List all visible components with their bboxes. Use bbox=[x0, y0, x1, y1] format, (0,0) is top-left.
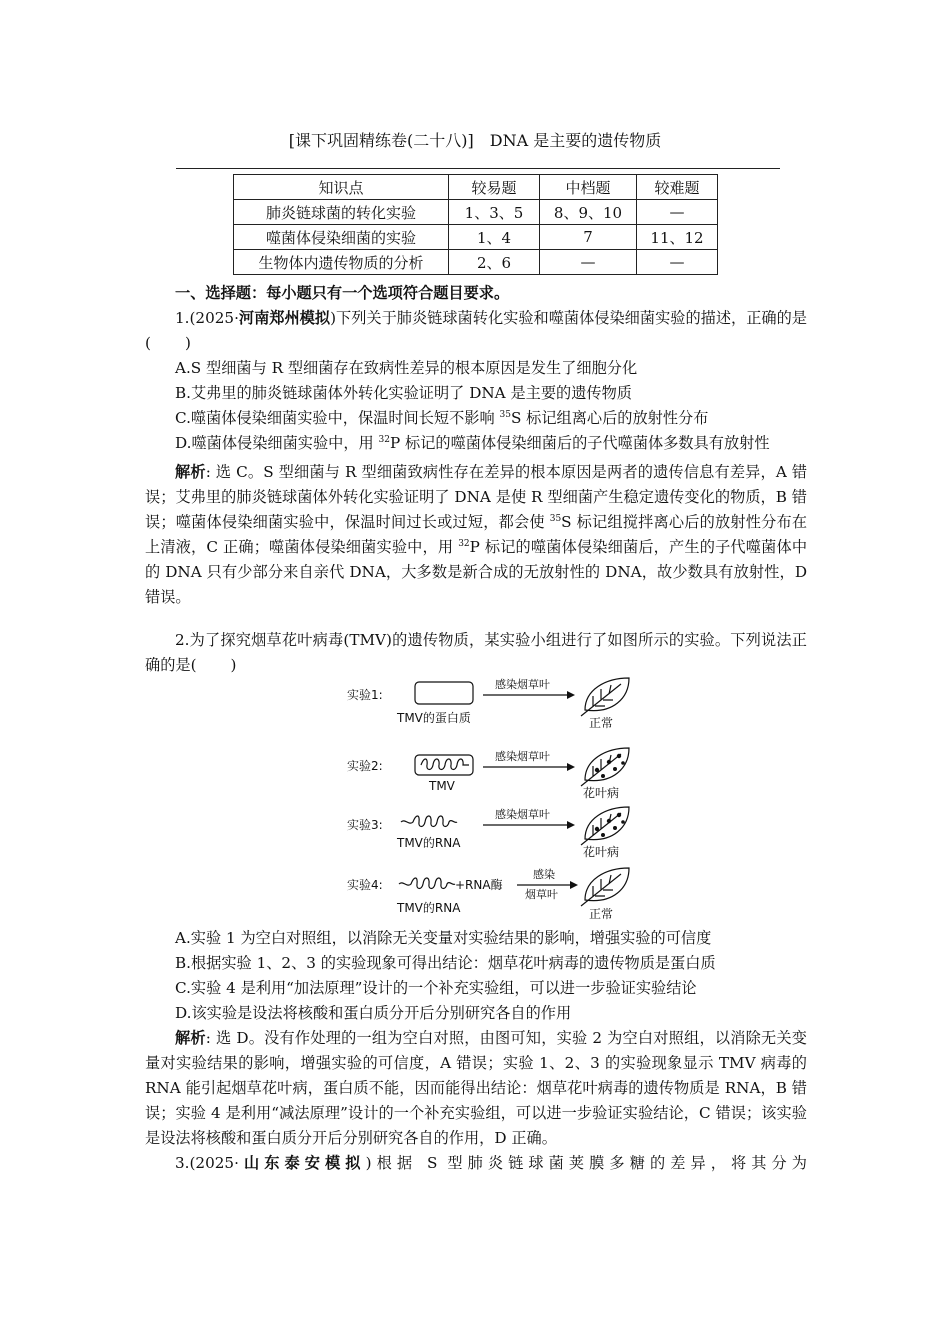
exp1-material: TMV的蛋白质 bbox=[397, 711, 471, 725]
table-cell: 1、3、5 bbox=[449, 200, 540, 225]
q1-analysis-text: : 选 C。S 型细菌与 R 型细菌致病性存在差异的根本原因是两者的遗传信息有差异，A 错误；艾弗里的肺炎链球菌体外转化实验证明了 DNA 是使 R 型细菌产生稳定遗传变化的物质，B 错误；噬菌体侵染细菌实验中，保温时间过长或过短，都会使 bbox=[145, 463, 808, 531]
question-3-stem bbox=[145, 1151, 807, 1176]
table-cell: 11、12 bbox=[637, 225, 718, 250]
q3-source: 山东泰安模拟 bbox=[238, 1154, 366, 1172]
table-cell: — bbox=[540, 250, 637, 275]
table-cell: — bbox=[637, 200, 718, 225]
table-cell: 1、4 bbox=[449, 225, 540, 250]
table-header-row bbox=[234, 175, 718, 200]
q1-option-c-sup: 35 bbox=[499, 409, 511, 420]
q1-option-d-text: D.噬菌体侵染细菌实验中，用 bbox=[175, 434, 379, 452]
question-2-stem-block bbox=[145, 628, 807, 678]
q2-option-d: D.该实验是设法将核酸和蛋白质分开后分别研究各自的作用 bbox=[175, 1004, 572, 1022]
exp3-material: TMV的RNA bbox=[397, 836, 461, 850]
q2-option-a: A.实验 1 为空白对照组，以消除无关变量对实验结果的影响，增强实验的可信度 bbox=[175, 929, 712, 947]
q1-analysis-label: 解析 bbox=[175, 463, 206, 481]
q1-analysis-sup: 32 bbox=[458, 538, 470, 549]
page-title: [课下巩固精练卷(二十八)] DNA 是主要的遗传物质 bbox=[288, 131, 662, 150]
tmv-experiment-figure bbox=[335, 672, 645, 927]
q2-analysis-label: 解析 bbox=[175, 1029, 206, 1047]
table-cell: 7 bbox=[540, 225, 637, 250]
table-header: 知识点 bbox=[234, 175, 449, 200]
leaf-mosaic-icon bbox=[581, 748, 629, 786]
exp4-label: 实验4: bbox=[347, 878, 383, 892]
q1-option-d-text2: P 标记的噬菌体侵染细菌后的子代噬菌体多数具有放射性 bbox=[390, 434, 770, 452]
q1-stem-close: ) bbox=[184, 334, 191, 352]
title-divider bbox=[176, 168, 780, 169]
protein-shell-shape bbox=[415, 682, 473, 704]
question-2-stem bbox=[145, 628, 807, 678]
q1-option-b: B.艾弗里的肺炎链球菌体外转化实验证明了 DNA 是主要的遗传物质 bbox=[175, 384, 632, 402]
table-row bbox=[234, 225, 718, 250]
exp2-label: 实验2: bbox=[347, 759, 383, 773]
exp1-label: 实验1: bbox=[347, 688, 383, 702]
q1-stem-prefix: 1.(2025· bbox=[175, 309, 239, 327]
q2-analysis-text: : 选 D。没有作处理的一组为空白对照，由图可知，实验 2 为空白对照组，以消除无关变量对实验结果的影响，增强实验的可信度，A 错误；实验 1、2、3 的实验现象显示 TMV 病毒的 RNA 能引起烟草花叶病，蛋白质不能，因而能得出结论：烟草花叶病毒的遗传物质是 RNA，B 错误；实验 4 是利用“减法原理”设计的一个补充实验组，可以进一步验证实验结论，C 错误；该实验是设法将核酸和蛋白质分开后分别研究各自的作用，D 正确。 bbox=[145, 1029, 807, 1147]
q1-option-d-sup: 32 bbox=[378, 434, 390, 445]
q1-source: 河南郑州模拟 bbox=[238, 309, 331, 327]
exp3-label: 实验3: bbox=[347, 818, 383, 832]
exp4-enzyme: +RNA酶 bbox=[455, 878, 503, 892]
table-cell: 肺炎链球菌的转化实验 bbox=[234, 200, 449, 225]
section-heading: 一、选择题：每小题只有一个选项符合题目要求。 bbox=[175, 284, 510, 302]
leaf-mosaic-icon bbox=[581, 807, 629, 845]
table-cell: — bbox=[637, 250, 718, 275]
q1-analysis-text3: P 标记的噬菌体侵染细菌后，产生的子代噬菌体中的 DNA 只有少部分来自亲代 DNA，大多数是新合成的无放射性的 DNA，故少数具有放射性，D 错误。 bbox=[145, 538, 807, 606]
exp3-result: 花叶病 bbox=[583, 845, 620, 859]
exp2-arrow-label: 感染烟草叶 bbox=[495, 750, 550, 763]
rna-strand-shape bbox=[399, 878, 455, 889]
question-1-block bbox=[145, 281, 807, 610]
q1-analysis-text2: S 标记组搅拌离心后的放射性分布在上清液，C 正确；噬菌体侵染细菌实验中，用 bbox=[145, 513, 808, 556]
q2-stem-close: ) bbox=[230, 656, 237, 674]
knowledge-table bbox=[233, 174, 718, 275]
table-cell: 生物体内遗传物质的分析 bbox=[234, 250, 449, 275]
q1-option-d bbox=[145, 431, 807, 456]
exp2-material: TMV bbox=[429, 779, 455, 793]
q1-option-c bbox=[145, 406, 807, 431]
rna-coil-shape bbox=[421, 759, 469, 770]
table-row bbox=[234, 250, 718, 275]
table-cell: 噬菌体侵染细菌的实验 bbox=[234, 225, 449, 250]
q2-analysis bbox=[145, 1026, 807, 1151]
rna-strand-shape bbox=[401, 816, 457, 827]
table-header: 较易题 bbox=[449, 175, 540, 200]
q1-option-c-text2: S 标记组离心后的放射性分布 bbox=[510, 409, 709, 427]
table-header: 中档题 bbox=[540, 175, 637, 200]
q1-analysis-sup: 35 bbox=[549, 513, 562, 524]
exp4-result: 正常 bbox=[589, 907, 614, 921]
question-2-options-block bbox=[145, 926, 807, 1176]
exp4-arrow-top: 感染 bbox=[533, 868, 555, 881]
q3-stem-text: )根据 S 型肺炎链球菌荚膜多糖的差异，将其分为 bbox=[365, 1154, 807, 1172]
table-cell: 8、9、10 bbox=[540, 200, 637, 225]
q2-option-c: C.实验 4 是利用“加法原理”设计的一个补充实验组，可以进一步验证实验结论 bbox=[175, 979, 697, 997]
exp2-result: 花叶病 bbox=[583, 786, 620, 800]
exp1-result: 正常 bbox=[589, 716, 614, 730]
exp3-arrow-label: 感染烟草叶 bbox=[495, 808, 550, 821]
question-1-stem bbox=[145, 306, 807, 356]
q1-stem-text: )下列关于肺炎链球菌转化实验和噬菌体侵染细菌实验的描述，正确的是( bbox=[145, 309, 807, 352]
table-cell: 2、6 bbox=[449, 250, 540, 275]
exp4-material: TMV的RNA bbox=[397, 901, 461, 915]
q2-option-b: B.根据实验 1、2、3 的实验现象可得出结论：烟草花叶病毒的遗传物质是蛋白质 bbox=[175, 954, 716, 972]
table-row bbox=[234, 200, 718, 225]
q2-stem-text: 2.为了探究烟草花叶病毒(TMV)的遗传物质，某实验小组进行了如图所示的实验。下列说法正确的是( bbox=[145, 631, 807, 674]
table-header: 较难题 bbox=[637, 175, 718, 200]
exp4-arrow-bottom: 烟草叶 bbox=[525, 888, 558, 901]
leaf-healthy-icon bbox=[581, 678, 629, 716]
exp1-arrow-label: 感染烟草叶 bbox=[495, 678, 550, 691]
q1-option-c-text: C.噬菌体侵染细菌实验中，保温时间长短不影响 bbox=[175, 409, 500, 427]
leaf-healthy-icon bbox=[581, 868, 629, 906]
q3-stem-prefix: 3.(2025· bbox=[175, 1154, 239, 1172]
q1-analysis bbox=[145, 460, 807, 610]
q1-option-a: A.S 型细菌与 R 型细菌存在致病性差异的根本原因是发生了细胞分化 bbox=[175, 359, 638, 377]
